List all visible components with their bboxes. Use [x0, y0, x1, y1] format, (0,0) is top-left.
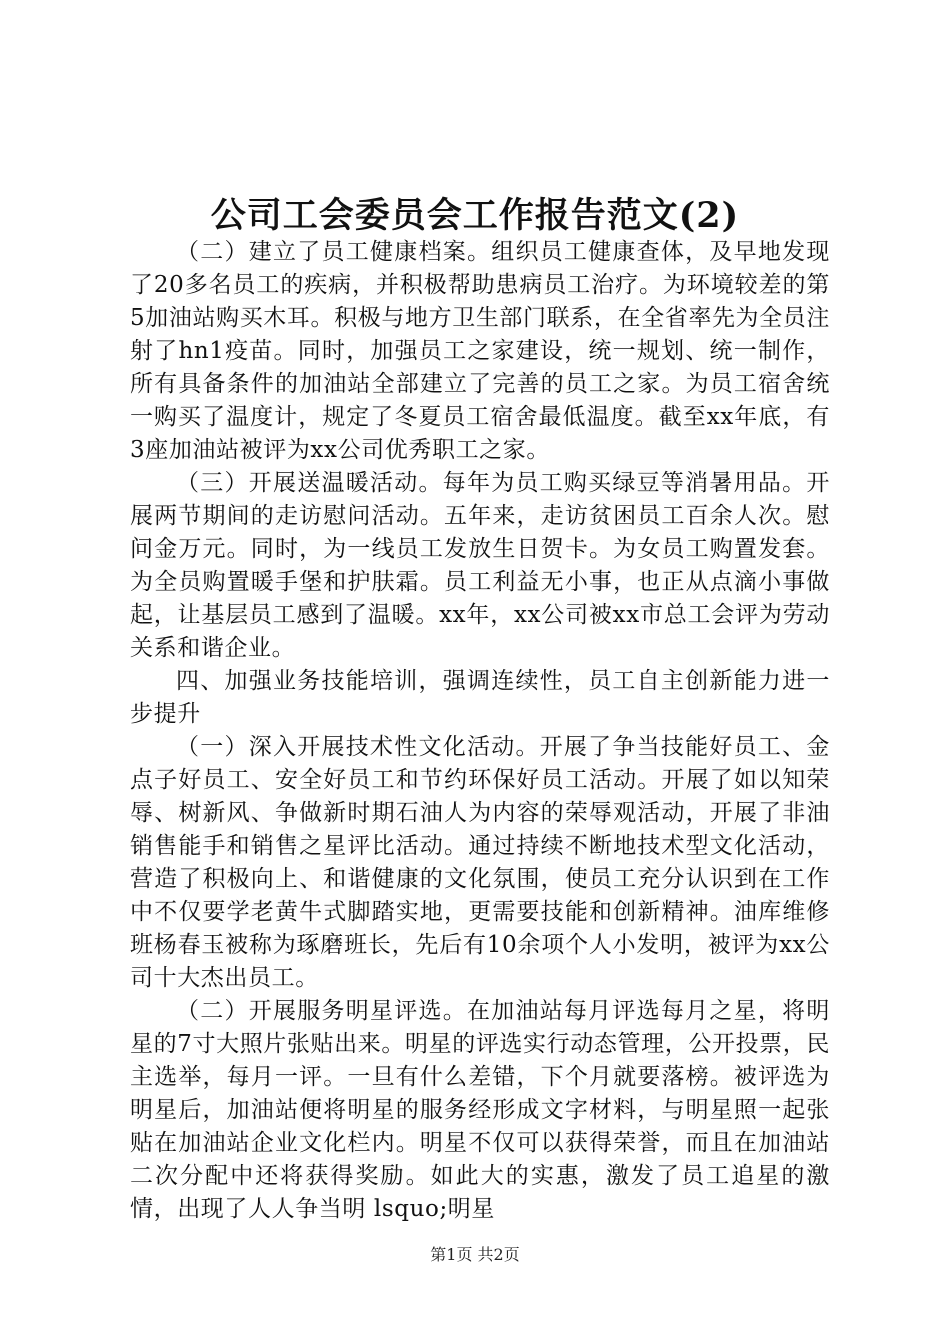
- paragraph-service-star: （二）开展服务明星评选。在加油站每月评选每月之星，将明星的7寸大照片张贴出来。明星的评选实行动态管理，公开投票，民主选举，每月一评。一旦有什么差错，下个月就要落榜。被评选为明星后，加油站便将明星的服务经形成文字材料，与明星照一起张贴在加油站企业文化栏内。明星不仅可以获得荣誉，而且在加油站二次分配中还将获得奖励。如此大的实惠，激发了员工追星的激情，出现了人人争当明 lsquo;明星: [130, 998, 830, 1222]
- page-indicator: 第1页 共2页: [430, 1245, 520, 1264]
- paragraph-warmth-activities: （三）开展送温暖活动。每年为员工购买绿豆等消暑用品。开展两节期间的走访慰问活动。五年来，走访贫困员工百余人次。慰问金万元。同时，为一线员工发放生日贺卡。为女员工购置发套。为全员购置暖手堡和护肤霜。员工利益无小事，也正从点滴小事做起，让基层员工感到了温暖。xx年，xx公司被xx市总工会评为劳动关系和谐企业。: [130, 470, 830, 661]
- paragraph-health-records: （二）建立了员工健康档案。组织员工健康查体，及早地发现了20多名员工的疾病，并积极帮助患病员工治疗。为环境较差的第5加油站购买木耳。积极与地方卫生部门联系，在全省率先为全员注射了hn1疫苗。同时，加强员工之家建设，统一规划、统一制作，所有具备条件的加油站全部建立了完善的员工之家。为员工宿舍统一购买了温度计，规定了冬夏员工宿舍最低温度。截至xx年底，有3座加油站被评为xx公司优秀职工之家。: [130, 239, 830, 463]
- document-title: 公司工会委员会工作报告范文(2): [210, 195, 740, 236]
- document-body: [130, 236, 830, 1226]
- section-heading-skills-training: 四、加强业务技能培训，强调连续性，员工自主创新能力进一步提升: [130, 668, 830, 727]
- paragraph-technical-culture: （一）深入开展技术性文化活动。开展了争当技能好员工、金点子好员工、安全好员工和节约环保好员工活动。开展了如以知荣辱、树新风、争做新时期石油人为内容的荣辱观活动，开展了非油销售能手和销售之星评比活动。通过持续不断地技术型文化活动，营造了积极向上、和谐健康的文化氛围，使员工充分认识到在工作中不仅要学老黄牛式脚踏实地，更需要技能和创新精神。油库维修班杨春玉被称为琢磨班长，先后有10余项个人小发明，被评为xx公司十大杰出员工。: [130, 734, 830, 991]
